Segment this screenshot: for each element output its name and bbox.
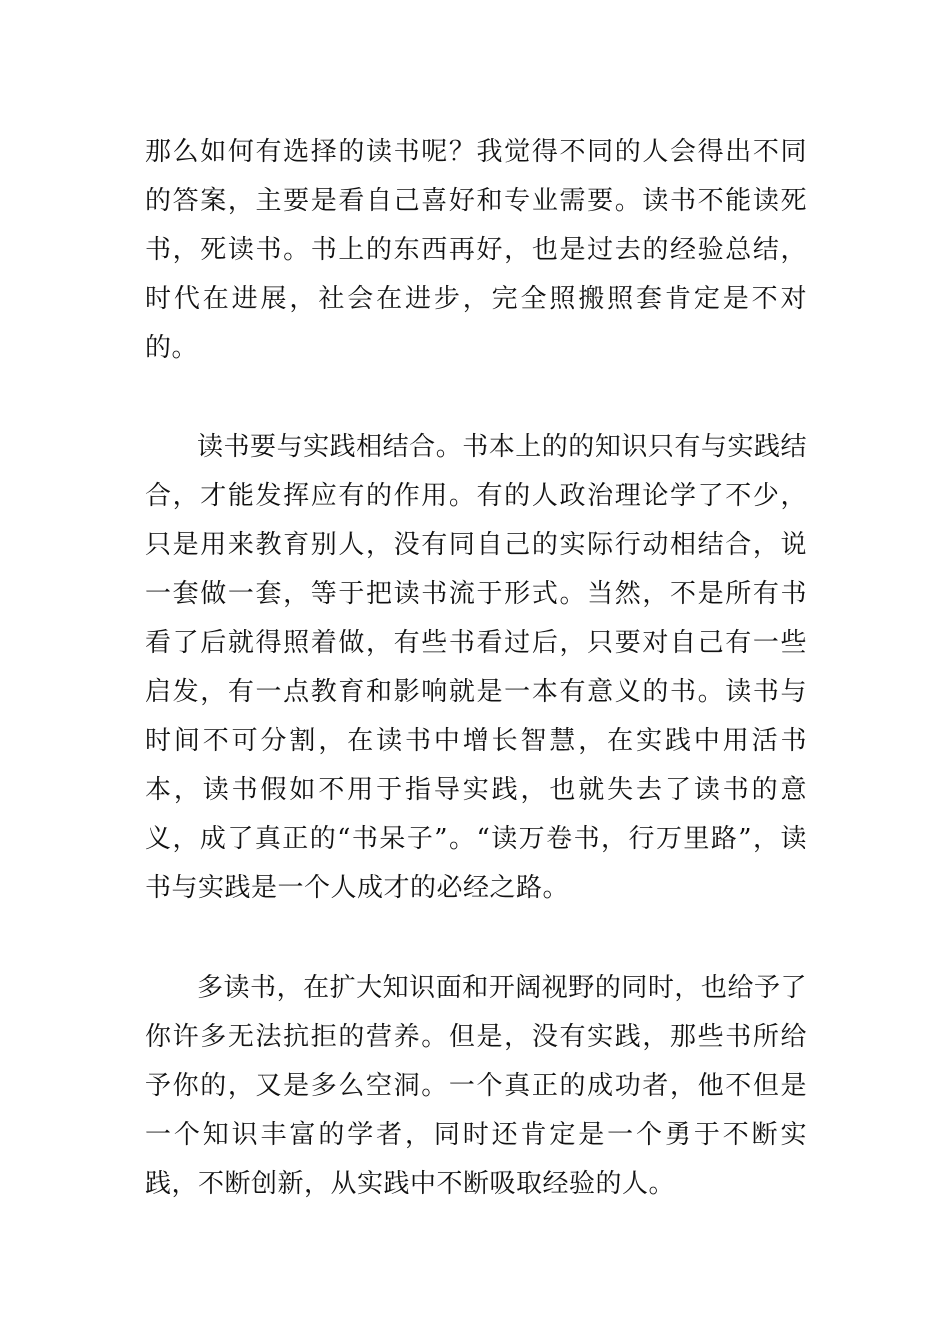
paragraph-spacer <box>145 913 807 964</box>
document-body <box>145 128 807 1209</box>
paragraph-2: 读书要与实践相结合。书本上的的知识只有与实践结合，才能发挥应有的作用。有的人政治理论学了不少，只是用来教育别人，没有同自己的实际行动相结合，说一套做一套，等于把读书流于形式。当然，不是所有书看了后就得照着做，有些书看过后，只要对自己有一些启发，有一点教育和影响就是一本有意义的书。读书与时间不可分割，在读书中增长智慧，在实践中用活书本，读书假如不用于指导实践，也就失去了读书的意义，成了真正的“书呆子”。“读万卷书，行万里路”，读书与实践是一个人成才的必经之路。 <box>145 432 807 903</box>
paragraph-3: 多读书，在扩大知识面和开阔视野的同时，也给予了你许多无法抗拒的营养。但是，没有实践，那些书所给予你的，又是多么空洞。一个真正的成功者，他不但是一个知识丰富的学者，同时还肯定是一个勇于不断实践，不断创新，从实践中不断吸取经验的人。 <box>145 973 807 1199</box>
paragraph-1: 那么如何有选择的读书呢？我觉得不同的人会得出不同的答案，主要是看自己喜好和专业需要。读书不能读死书，死读书。书上的东西再好，也是过去的经验总结，时代在进展，社会在进步，完全照搬照套肯定是不对的。 <box>145 137 807 363</box>
paragraph-spacer <box>145 373 807 423</box>
